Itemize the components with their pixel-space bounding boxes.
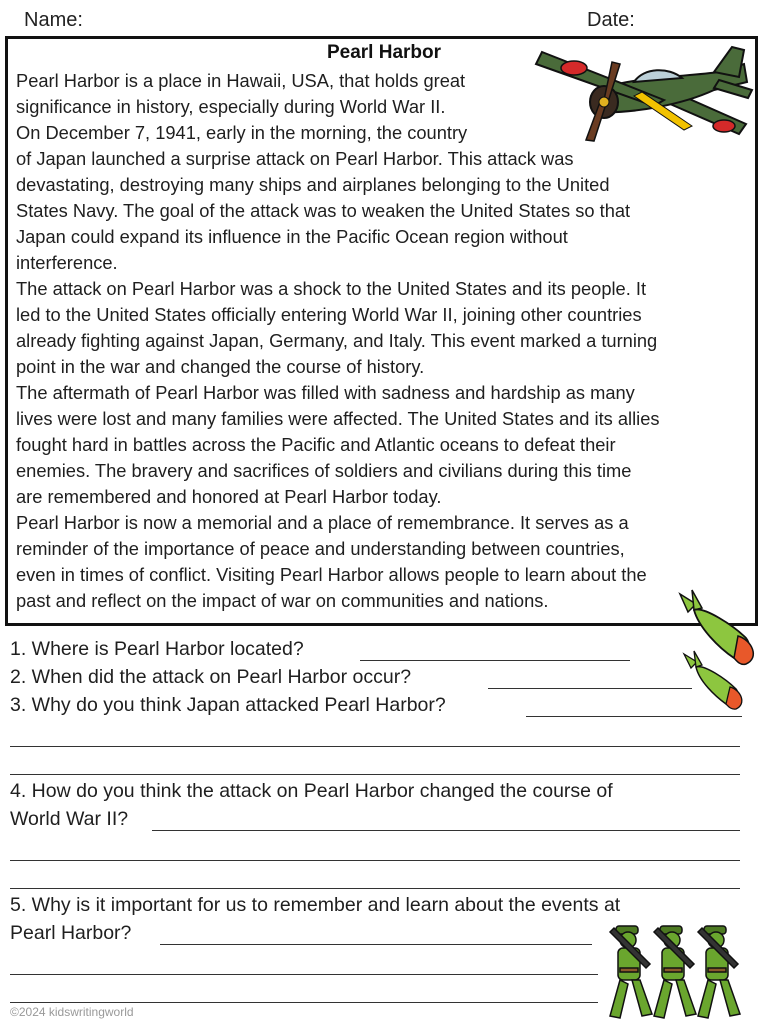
- passage-line: Japan could expand its influence in the Pacific Ocean region without: [16, 226, 568, 247]
- question-5: 5. Why is it important for us to remember and learn about the events at: [10, 894, 621, 916]
- answer-line[interactable]: [10, 860, 740, 861]
- answer-line[interactable]: [360, 660, 630, 661]
- answer-line[interactable]: [488, 688, 692, 689]
- fighter-plane-icon: [534, 42, 756, 144]
- passage-line: States Navy. The goal of the attack was to weaken the United States so that: [16, 200, 631, 221]
- answer-line[interactable]: [10, 888, 740, 889]
- question-4-continued: World War II?: [10, 808, 129, 830]
- passage-line: devastating, destroying many ships and airplanes belonging to the United: [16, 174, 610, 195]
- passage-line: point in the war and changed the course of history.: [16, 356, 425, 377]
- passage-line: of Japan launched a surprise attack on Pearl Harbor. This attack was: [16, 148, 574, 169]
- passage-line: Pearl Harbor is a place in Hawaii, USA, that holds great: [16, 70, 466, 91]
- passage-line: past and reflect on the impact of war on communities and nations.: [16, 590, 549, 611]
- answer-line[interactable]: [10, 974, 598, 975]
- question-4: 4. How do you think the attack on Pearl Harbor changed the course of: [10, 780, 613, 802]
- answer-line[interactable]: [10, 774, 740, 775]
- passage-line: led to the United States officially entering World War II, joining other countries: [16, 304, 642, 325]
- passage-line: fought hard in battles across the Pacific and Atlantic oceans to defeat their: [16, 434, 616, 455]
- passage-line: already fighting against Japan, Germany, and Italy. This event marked a turning: [16, 330, 658, 351]
- question-5-continued: Pearl Harbor?: [10, 922, 132, 944]
- answer-line[interactable]: [10, 746, 740, 747]
- copyright-footer: ©2024 kidswritingworld: [10, 1005, 134, 1019]
- bomb-icon: [680, 650, 750, 712]
- question-1: 1. Where is Pearl Harbor located?: [10, 638, 304, 660]
- passage-line: Pearl Harbor is now a memorial and a place of remembrance. It serves as a: [16, 512, 629, 533]
- passage-line: interference.: [16, 252, 118, 273]
- passage-line: significance in history, especially during World War II.: [16, 96, 446, 117]
- question-3: 3. Why do you think Japan attacked Pearl Harbor?: [10, 694, 446, 716]
- passage-line: On December 7, 1941, early in the morning, the country: [16, 122, 468, 143]
- passage-line: The aftermath of Pearl Harbor was filled with sadness and hardship as many: [16, 382, 635, 403]
- passage-title: Pearl Harbor: [326, 42, 442, 63]
- name-label: Name:: [24, 9, 83, 31]
- answer-line[interactable]: [152, 830, 740, 831]
- passage-text: [16, 68, 660, 614]
- date-label: Date:: [587, 9, 635, 31]
- passage-line: are remembered and honored at Pearl Harbor today.: [16, 486, 442, 507]
- passage-line: even in times of conflict. Visiting Pearl Harbor allows people to learn about the: [16, 564, 647, 585]
- passage-line: enemies. The bravery and sacrifices of soldiers and civilians during this time: [16, 460, 632, 481]
- soldiers-icon: [606, 924, 756, 1022]
- answer-line[interactable]: [160, 944, 592, 945]
- answer-line[interactable]: [526, 716, 742, 717]
- question-2: 2. When did the attack on Pearl Harbor occur?: [10, 666, 412, 688]
- passage-line: lives were lost and many families were affected. The United States and its allies: [16, 408, 660, 429]
- passage-line: The attack on Pearl Harbor was a shock to the United States and its people. It: [16, 278, 647, 299]
- passage-line: reminder of the importance of peace and understanding between countries,: [16, 538, 625, 559]
- answer-line[interactable]: [10, 1002, 598, 1003]
